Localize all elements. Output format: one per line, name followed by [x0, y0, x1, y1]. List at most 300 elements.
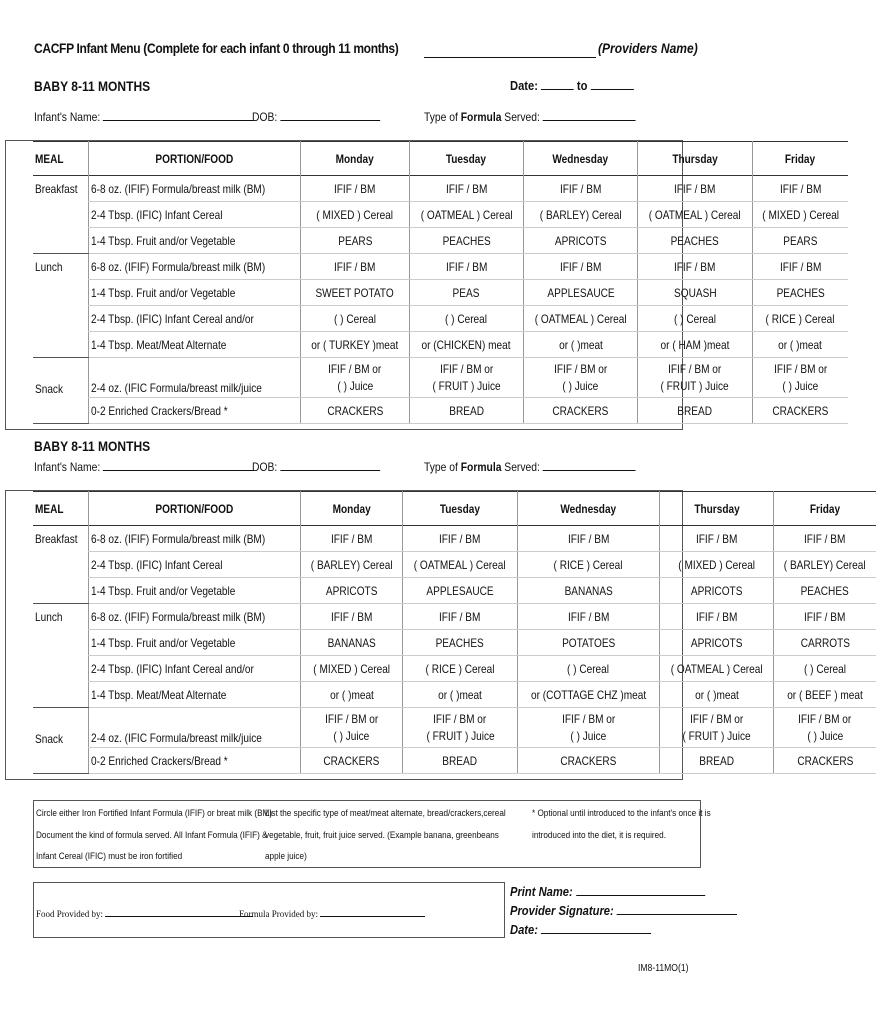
- menu-entry-text: CRACKERS: [552, 403, 609, 418]
- formula-provided-row: [239, 908, 425, 919]
- menu-entry-text: or ( )meat: [558, 337, 603, 352]
- meal-cell: [33, 398, 88, 424]
- menu-entry-text: PEARS: [337, 233, 372, 248]
- formula-label-bold: Formula: [460, 460, 502, 474]
- menu-entry-text: ( BARLEY) Cereal: [539, 207, 622, 222]
- menu-entry-cell[interactable]: [524, 176, 638, 202]
- menu-entry-text: ( OATMEAL ) Cereal: [534, 311, 627, 326]
- column-header-day: [517, 492, 659, 526]
- table-header-row: [33, 492, 876, 526]
- menu-entry-cell[interactable]: [774, 604, 876, 630]
- column-header-day: [301, 492, 403, 526]
- menu-entry-text: IFIF / BM or: [561, 711, 615, 726]
- table-row: [33, 552, 876, 578]
- note-left-2: Document the kind of formula served. All Infant Formula (IFIF) &: [36, 830, 268, 841]
- menu-entry-cell[interactable]: [752, 228, 848, 254]
- menu-entry-text: IFIF / BM: [439, 531, 481, 546]
- menu-entry-text: IFIF / BM or: [773, 361, 828, 376]
- menu-entry-text: IFIF / BM: [559, 181, 602, 196]
- menu-entry-text: ( MIXED ) Cereal: [678, 557, 755, 572]
- menu-entry-text: ( OATMEAL ) Cereal: [649, 207, 741, 222]
- column-header-day: [638, 142, 752, 176]
- menu-entry-cell[interactable]: [752, 306, 848, 332]
- portion-label: 2-4 Tbsp. (IFIC) Infant Cereal: [90, 557, 223, 572]
- portion-label: 1-4 Tbsp. Fruit and/or Vegetable: [90, 233, 236, 248]
- menu-entry-cell[interactable]: [774, 578, 876, 604]
- menu-entry-cell[interactable]: [301, 748, 403, 774]
- portion-cell: [88, 176, 300, 202]
- menu-entry-text: APRICOTS: [554, 233, 607, 248]
- menu-entry-cell[interactable]: [659, 604, 773, 630]
- column-header-day: [752, 142, 848, 176]
- table-row: [33, 526, 876, 552]
- menu-entry-text: IFIF / BM: [331, 531, 373, 546]
- menu-entry-cell[interactable]: [638, 332, 752, 358]
- menu-entry-text: ( FRUIT ) Juice: [432, 378, 501, 393]
- menu-entry-cell[interactable]: [524, 280, 638, 306]
- formula-label-bold: Formula: [460, 110, 502, 124]
- portion-label: 6-8 oz. (IFIF) Formula/breast milk (BM): [90, 531, 265, 546]
- column-header-portion-text: PORTION/FOOD: [155, 151, 234, 166]
- infant-name-label: Infant's Name:: [34, 110, 101, 124]
- meal-label: Lunch: [35, 609, 63, 624]
- menu-entry-cell[interactable]: [301, 604, 403, 630]
- menu-entry-cell[interactable]: [409, 306, 523, 332]
- menu-entry-cell[interactable]: [403, 708, 517, 748]
- menu-entry-cell[interactable]: [301, 552, 403, 578]
- portion-cell: [88, 748, 300, 774]
- food-provided-label: Food Provided by:: [36, 909, 104, 919]
- menu-entry-cell[interactable]: [752, 280, 848, 306]
- column-header-day-text: Tuesday: [440, 501, 481, 516]
- menu-entry-cell[interactable]: [301, 656, 403, 682]
- column-header-day: [659, 492, 773, 526]
- note-middle-3: apple juice): [265, 851, 307, 862]
- menu-entry-cell[interactable]: [524, 358, 638, 398]
- food-provided-field[interactable]: [105, 908, 253, 917]
- infant-name-field[interactable]: [103, 110, 254, 121]
- menu-entry-cell[interactable]: [409, 332, 523, 358]
- portion-label: 1-4 Tbsp. Fruit and/or Vegetable: [90, 583, 236, 598]
- portion-label: 2-4 oz. (IFIC Formula/breast milk/juice: [90, 381, 262, 395]
- meal-cell: [33, 630, 88, 656]
- table-row: [33, 254, 848, 280]
- menu-entry-cell[interactable]: [403, 630, 517, 656]
- menu-entry-cell[interactable]: [517, 526, 659, 552]
- portion-cell: [88, 656, 300, 682]
- portion-label: 0-2 Enriched Crackers/Bread *: [90, 753, 228, 768]
- portion-cell: [88, 526, 300, 552]
- table-row: [33, 578, 876, 604]
- column-header-day-text: Friday: [809, 501, 841, 516]
- menu-entry-cell[interactable]: [517, 630, 659, 656]
- infant-name-label: Infant's Name:: [34, 460, 101, 474]
- menu-entry-cell[interactable]: [774, 526, 876, 552]
- meal-cell: [33, 552, 88, 578]
- infant-name-row: [34, 460, 254, 474]
- menu-entry-cell[interactable]: [301, 306, 410, 332]
- meal-cell: [33, 202, 88, 228]
- portion-label: 6-8 oz. (IFIF) Formula/breast milk (BM): [90, 181, 265, 196]
- menu-entry-text: APPLESAUCE: [547, 285, 615, 300]
- provider-name-field[interactable]: [424, 57, 596, 58]
- menu-entry-cell[interactable]: [403, 656, 517, 682]
- menu-entry-cell[interactable]: [301, 526, 403, 552]
- menu-entry-text: IFIF / BM: [674, 181, 716, 196]
- menu-entry-text: PEACHES: [436, 635, 485, 650]
- portion-cell: [88, 398, 300, 424]
- menu-entry-text: PEARS: [783, 233, 818, 248]
- table-row: [33, 228, 848, 254]
- menu-entry-text: IFIF / BM: [674, 259, 716, 274]
- menu-entry-cell[interactable]: [403, 578, 517, 604]
- menu-entry-cell[interactable]: [638, 280, 752, 306]
- menu-entry-text: ( ) Juice: [782, 378, 819, 393]
- formula-row: [424, 110, 636, 124]
- menu-entry-text: SWEET POTATO: [315, 285, 394, 300]
- column-header-meal: [33, 492, 88, 526]
- menu-entry-text: SQUASH: [673, 285, 717, 300]
- menu-entry-cell[interactable]: [517, 708, 659, 748]
- formula-field[interactable]: [543, 460, 636, 471]
- menu-entry-cell[interactable]: [409, 398, 523, 424]
- menu-entry-text: IFIF / BM or: [668, 361, 722, 376]
- menu-entry-text: or (CHICKEN) meat: [421, 337, 511, 352]
- menu-entry-cell[interactable]: [752, 332, 848, 358]
- menu-entry-cell[interactable]: [301, 228, 410, 254]
- date-from-field[interactable]: [541, 79, 574, 90]
- menu-entry-cell[interactable]: [638, 254, 752, 280]
- menu-entry-cell[interactable]: [524, 228, 638, 254]
- menu-entry-text: IFIF / BM: [567, 609, 610, 624]
- menu-entry-text: IFIF / BM: [439, 609, 481, 624]
- menu-entry-text: ( BARLEY) Cereal: [784, 557, 866, 572]
- portion-cell: [88, 358, 300, 398]
- infant-name-field[interactable]: [103, 460, 254, 471]
- menu-entry-cell[interactable]: [301, 280, 410, 306]
- menu-entry-text: ( OATMEAL ) Cereal: [670, 661, 763, 676]
- menu-entry-cell[interactable]: [752, 358, 848, 398]
- menu-entry-cell[interactable]: [752, 254, 848, 280]
- menu-entry-text: IFIF / BM or: [798, 711, 852, 726]
- table-row: [33, 202, 848, 228]
- menu-entry-cell[interactable]: [524, 254, 638, 280]
- menu-entry-cell[interactable]: [524, 202, 638, 228]
- menu-entry-cell[interactable]: [524, 332, 638, 358]
- menu-entry-text: IFIF / BM: [445, 181, 488, 196]
- menu-entry-text: BREAD: [442, 753, 478, 768]
- portion-cell: [88, 306, 300, 332]
- menu-entry-text: PEAS: [452, 285, 480, 300]
- table-row: [33, 630, 876, 656]
- notes-box: [33, 800, 711, 868]
- menu-entry-cell[interactable]: [301, 708, 403, 748]
- menu-entry-text: IFIF / BM or: [689, 711, 744, 726]
- provider-signature-row: [510, 903, 737, 918]
- menu-entry-text: ( RICE ) Cereal: [553, 557, 623, 572]
- menu-entry-text: ( MIXED ) Cereal: [316, 207, 394, 222]
- meal-cell: [33, 280, 88, 306]
- menu-entry-text: ( FRUIT ) Juice: [682, 728, 751, 743]
- infant-name-row: [34, 110, 254, 124]
- print-name-label: Print Name:: [510, 884, 573, 899]
- column-header-meal-text: MEAL: [35, 151, 64, 166]
- column-header-day-text: Monday: [332, 501, 371, 516]
- date-range: [510, 78, 634, 93]
- menu-entry-cell[interactable]: [403, 552, 517, 578]
- meal-cell: [33, 176, 88, 202]
- table-row: [33, 604, 876, 630]
- menu-entry-text: IFIF / BM or: [554, 361, 608, 376]
- menu-entry-cell[interactable]: [638, 398, 752, 424]
- formula-provided-field[interactable]: [320, 908, 425, 917]
- portion-cell: [88, 578, 300, 604]
- print-name-field[interactable]: [576, 884, 705, 896]
- portion-label: 6-8 oz. (IFIF) Formula/breast milk (BM): [90, 259, 265, 274]
- portion-cell: [88, 254, 300, 280]
- menu-entry-text: or (COTTAGE CHZ )meat: [530, 687, 646, 702]
- menu-entry-text: PEACHES: [670, 233, 720, 248]
- signature-date-row: [510, 922, 651, 937]
- menu-entry-text: or ( TURKEY )meat: [311, 337, 399, 352]
- menu-entry-cell[interactable]: [774, 748, 876, 774]
- menu-entry-cell[interactable]: [659, 552, 773, 578]
- signature-date-field[interactable]: [541, 922, 651, 934]
- column-header-meal-text: MEAL: [35, 501, 64, 516]
- column-header-portion: [88, 142, 300, 176]
- menu-entry-text: ( ) Cereal: [445, 311, 488, 326]
- meal-cell: [33, 708, 88, 748]
- menu-entry-text: IFIF / BM or: [328, 361, 382, 376]
- date-to-field[interactable]: [591, 79, 634, 90]
- provider-signature-label: Provider Signature:: [510, 903, 614, 918]
- menu-entry-cell[interactable]: [659, 682, 773, 708]
- menu-entry-text: CRACKERS: [323, 753, 380, 768]
- note-right-1: * Optional until introduced to the infant's once it is: [532, 808, 711, 819]
- column-header-day-text: Thursday: [672, 151, 718, 166]
- meal-cell: [33, 228, 88, 254]
- menu-entry-cell[interactable]: [517, 604, 659, 630]
- menu-entry-cell[interactable]: [659, 526, 773, 552]
- menu-entry-cell[interactable]: [301, 176, 410, 202]
- meal-cell: [33, 656, 88, 682]
- menu-entry-cell[interactable]: [517, 578, 659, 604]
- menu-entry-cell[interactable]: [301, 202, 410, 228]
- menu-entry-text: BREAD: [448, 403, 484, 418]
- menu-entry-text: IFIF / BM or: [433, 711, 487, 726]
- meal-cell: [33, 748, 88, 774]
- menu-entry-cell[interactable]: [752, 398, 848, 424]
- menu-entry-text: ( RICE ) Cereal: [765, 311, 835, 326]
- menu-entry-cell[interactable]: [638, 306, 752, 332]
- menu-entry-cell[interactable]: [409, 358, 523, 398]
- menu-entry-cell[interactable]: [752, 176, 848, 202]
- portion-cell: [88, 228, 300, 254]
- table-row: [33, 280, 848, 306]
- menu-entry-cell[interactable]: [409, 202, 523, 228]
- column-header-portion-text: PORTION/FOOD: [155, 501, 234, 516]
- note-middle-1: List the specific type of meat/meat alternate, bread/crackers,cereal: [265, 808, 506, 819]
- menu-entry-cell[interactable]: [659, 578, 773, 604]
- meal-cell: [33, 578, 88, 604]
- menu-entry-cell[interactable]: [403, 604, 517, 630]
- note-right-2: introduced into the diet, it is required.: [532, 830, 666, 841]
- formula-row: [424, 460, 636, 474]
- dob-field[interactable]: [280, 460, 380, 471]
- column-header-day: [403, 492, 517, 526]
- provider-name-label: (Providers Name): [598, 40, 698, 56]
- menu-entry-cell[interactable]: [524, 398, 638, 424]
- portion-cell: [88, 552, 300, 578]
- menu-entry-text: CRACKERS: [796, 753, 853, 768]
- menu-entry-cell[interactable]: [638, 176, 752, 202]
- menu-entry-text: CRACKERS: [772, 403, 829, 418]
- menu-entry-text: IFIF / BM: [779, 259, 822, 274]
- menu-entry-cell[interactable]: [659, 630, 773, 656]
- menu-entry-text: IFIF / BM: [804, 531, 846, 546]
- menu-table: [33, 141, 848, 424]
- menu-entry-cell[interactable]: [301, 332, 410, 358]
- table-row: [33, 176, 848, 202]
- menu-entry-text: IFIF / BM: [695, 609, 738, 624]
- menu-entry-text: IFIF / BM: [334, 181, 376, 196]
- column-header-day-text: Friday: [785, 151, 816, 166]
- menu-entry-text: BREAD: [677, 403, 713, 418]
- date-label: Date:: [510, 78, 538, 93]
- menu-entry-cell[interactable]: [774, 708, 876, 748]
- menu-entry-cell[interactable]: [301, 682, 403, 708]
- portion-label: 1-4 Tbsp. Fruit and/or Vegetable: [90, 285, 236, 300]
- menu-entry-text: ( ) Juice: [570, 728, 607, 743]
- menu-entry-text: ( ) Cereal: [803, 661, 846, 676]
- menu-entry-text: IFIF / BM: [559, 259, 602, 274]
- menu-entry-cell[interactable]: [301, 358, 410, 398]
- table-header-row: [33, 142, 848, 176]
- menu-entry-cell[interactable]: [774, 656, 876, 682]
- portion-label: 2-4 Tbsp. (IFIC) Infant Cereal and/or: [90, 311, 254, 326]
- meal-cell: [33, 682, 88, 708]
- menu-entry-text: ( ) Cereal: [333, 311, 376, 326]
- portion-cell: [88, 332, 300, 358]
- menu-entry-cell[interactable]: [403, 748, 517, 774]
- food-provided-row: [36, 908, 253, 919]
- meal-cell: [33, 604, 88, 630]
- menu-entry-text: IFIF / BM: [445, 259, 488, 274]
- menu-entry-text: IFIF / BM: [695, 531, 738, 546]
- portion-label: 1-4 Tbsp. Meat/Meat Alternate: [90, 337, 227, 352]
- menu-entry-cell[interactable]: [638, 358, 752, 398]
- menu-entry-cell[interactable]: [517, 682, 659, 708]
- menu-entry-text: or ( )meat: [778, 337, 823, 352]
- menu-entry-cell[interactable]: [301, 578, 403, 604]
- formula-label-pre: Type of: [424, 110, 461, 124]
- menu-entry-cell[interactable]: [659, 656, 773, 682]
- table-row: [33, 332, 848, 358]
- portion-label: 0-2 Enriched Crackers/Bread *: [90, 403, 228, 418]
- menu-entry-text: ( ) Cereal: [567, 661, 610, 676]
- menu-entry-cell[interactable]: [638, 228, 752, 254]
- portion-cell: [88, 708, 300, 748]
- menu-entry-text: APRICOTS: [690, 583, 743, 598]
- menu-entry-cell[interactable]: [524, 306, 638, 332]
- menu-entry-text: ( OATMEAL ) Cereal: [414, 557, 507, 572]
- dob-field[interactable]: [280, 110, 380, 121]
- menu-entry-text: IFIF / BM: [334, 259, 376, 274]
- provider-signature-field[interactable]: [617, 903, 737, 915]
- menu-entry-text: IFIF / BM or: [439, 361, 493, 376]
- meal-label: Lunch: [35, 259, 63, 274]
- portion-cell: [88, 682, 300, 708]
- menu-entry-cell[interactable]: [659, 748, 773, 774]
- menu-entry-cell[interactable]: [301, 630, 403, 656]
- menu-entry-text: ( ) Juice: [336, 378, 373, 393]
- formula-field[interactable]: [543, 110, 636, 121]
- table-row: [33, 306, 848, 332]
- menu-entry-text: IFIF / BM or: [325, 711, 379, 726]
- meal-label: Breakfast: [35, 531, 78, 546]
- section-heading: BABY 8-11 MONTHS: [34, 438, 151, 454]
- menu-entry-text: POTATOES: [561, 635, 615, 650]
- menu-entry-text: ( ) Juice: [333, 728, 370, 743]
- menu-entry-text: CRACKERS: [560, 753, 617, 768]
- column-header-portion: [88, 492, 300, 526]
- menu-entry-text: ( MIXED ) Cereal: [313, 661, 391, 676]
- menu-entry-cell[interactable]: [517, 552, 659, 578]
- signature-date-label: Date:: [510, 922, 538, 937]
- menu-entry-cell[interactable]: [517, 656, 659, 682]
- meal-label: Snack: [35, 381, 64, 396]
- menu-entry-text: IFIF / BM: [779, 181, 822, 196]
- portion-cell: [88, 202, 300, 228]
- menu-entry-cell[interactable]: [659, 708, 773, 748]
- form-code: IM8-11MO(1): [638, 963, 689, 974]
- menu-entry-cell[interactable]: [774, 552, 876, 578]
- menu-entry-cell[interactable]: [409, 280, 523, 306]
- menu-entry-cell[interactable]: [409, 254, 523, 280]
- menu-entry-cell[interactable]: [403, 526, 517, 552]
- menu-entry-cell[interactable]: [409, 176, 523, 202]
- menu-entry-text: ( ) Juice: [562, 378, 599, 393]
- date-to-label: to: [576, 78, 588, 93]
- menu-entry-cell[interactable]: [774, 630, 876, 656]
- menu-table: [33, 491, 876, 774]
- meal-cell: [33, 526, 88, 552]
- column-header-day: [409, 142, 523, 176]
- column-header-day: [524, 142, 638, 176]
- menu-entry-cell[interactable]: [403, 682, 517, 708]
- menu-entry-text: APPLESAUCE: [426, 583, 494, 598]
- menu-entry-cell[interactable]: [752, 202, 848, 228]
- dob-label: DOB:: [252, 110, 278, 124]
- table-row: [33, 708, 876, 748]
- menu-entry-cell[interactable]: [301, 398, 410, 424]
- menu-entry-cell[interactable]: [409, 228, 523, 254]
- column-header-day-text: Wednesday: [560, 501, 617, 516]
- portion-label: 1-4 Tbsp. Meat/Meat Alternate: [90, 687, 227, 702]
- column-header-meal: [33, 142, 88, 176]
- menu-entry-text: ( BARLEY) Cereal: [310, 557, 393, 572]
- table-row: [33, 398, 848, 424]
- menu-entry-cell[interactable]: [301, 254, 410, 280]
- note-left-1: Circle either Iron Fortified Infant Formula (IFIF) or breat milk (BM): [36, 808, 273, 819]
- menu-entry-cell[interactable]: [517, 748, 659, 774]
- provider-signature-box: [33, 882, 505, 938]
- menu-entry-cell[interactable]: [774, 682, 876, 708]
- portion-label: 1-4 Tbsp. Fruit and/or Vegetable: [90, 635, 236, 650]
- menu-entry-text: or ( )meat: [694, 687, 739, 702]
- menu-entry-cell[interactable]: [638, 202, 752, 228]
- column-header-day-text: Wednesday: [552, 151, 609, 166]
